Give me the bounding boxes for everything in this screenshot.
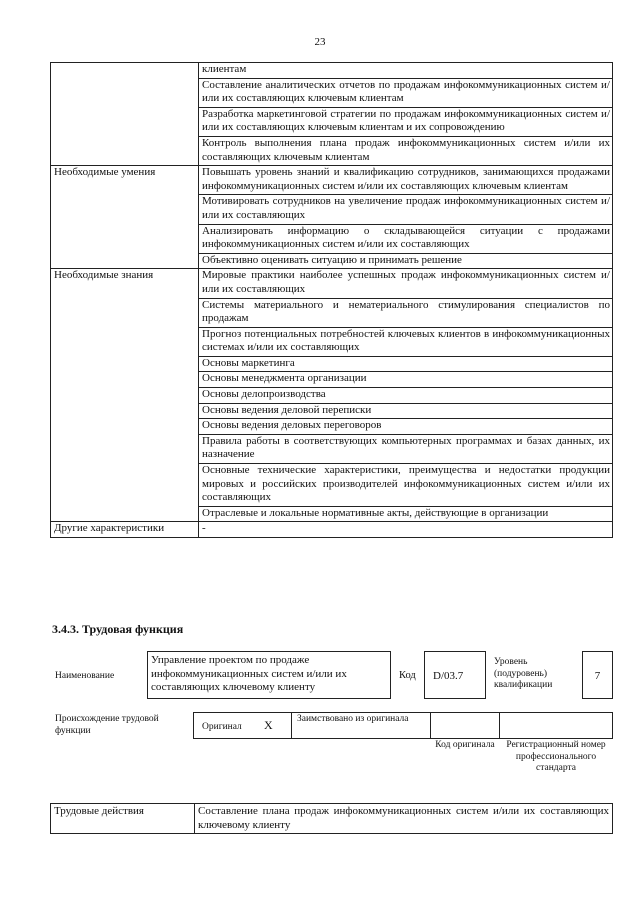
function-name: Управление проектом по продаже инфокоммуникационных систем и/или их составляющих ключевому клиенту xyxy=(151,654,347,694)
labor-actions-value: Составление плана продаж инфокоммуникационных систем и/или их составляющих ключевому клиенту xyxy=(195,804,613,834)
table-cell: Отраслевые и локальные нормативные акты, действующие в организации xyxy=(199,506,613,522)
table-cell: клиентам xyxy=(199,63,613,79)
function-name-box xyxy=(147,651,391,699)
name-label: Наименование xyxy=(55,671,115,681)
level-label: Уровень (подуровень) квалификации xyxy=(494,657,553,690)
origin-label: Происхождение трудовой функции xyxy=(55,714,159,736)
requirements-table xyxy=(50,62,613,538)
table-cell: Основы маркетинга xyxy=(199,356,613,372)
row-label-other: Другие характеристики xyxy=(51,522,199,538)
table-cell: Анализировать информацию о складывающейся ситуации с продажами инфокоммуникационных систем и/или их составляющих xyxy=(199,224,613,253)
row-label-skills: Необходимые умения xyxy=(51,166,199,269)
labor-actions-label: Трудовые действия xyxy=(51,804,195,834)
table-cell: Мировые практики наиболее успешных продаж инфокоммуникационных систем и/или их составляющих xyxy=(199,269,613,298)
code-label: Код xyxy=(399,670,416,681)
table-cell: Мотивировать сотрудников на увеличение продаж инфокоммуникационных систем и/или их составляющих xyxy=(199,195,613,224)
table-cell: Объективно оценивать ситуацию и принимать решение xyxy=(199,253,613,269)
code-original-box xyxy=(430,712,500,739)
code-original-label: Код оригинала xyxy=(435,740,495,750)
original-mark: X xyxy=(264,718,273,732)
table-row xyxy=(51,269,613,298)
reg-number-box xyxy=(499,712,613,739)
table-cell: Повышать уровень знаний и квалификацию сотрудников, занимающихся продажами инфокоммуникационных систем и/или их составляющих ключевым клиентам xyxy=(199,166,613,195)
borrowed-box xyxy=(291,712,431,739)
original-box xyxy=(193,712,292,739)
page-number: 23 xyxy=(314,36,326,48)
table-cell: Основы менеджмента организации xyxy=(199,372,613,388)
table-row xyxy=(51,63,613,79)
table-cell: Прогноз потенциальных потребностей ключевых клиентов в инфокоммуникационных системах и/или их составляющих xyxy=(199,327,613,356)
row-label-knowledge: Необходимые знания xyxy=(51,269,199,522)
table-row xyxy=(51,166,613,195)
table-cell: Основы ведения деловой переписки xyxy=(199,403,613,419)
table-cell: Основы делопроизводства xyxy=(199,388,613,404)
level-box xyxy=(582,651,613,699)
table-cell: Составление аналитических отчетов по продажам инфокоммуникационных систем и/или их составляющих ключевым клиентам xyxy=(199,78,613,107)
table-cell: Системы материального и нематериального стимулирования специалистов по продажам xyxy=(199,298,613,327)
table-cell: Правила работы в соответствующих компьютерных программах и базах данных, их назначение xyxy=(199,434,613,463)
table-cell: - xyxy=(199,522,613,538)
reg-number-label: Регистрационный номер профессионального стандарта xyxy=(506,740,606,773)
table-cell: Контроль выполнения плана продаж инфокоммуникационных систем и/или их составляющих ключевым клиентам xyxy=(199,136,613,165)
table-row xyxy=(51,522,613,538)
original-label: Оригинал xyxy=(202,722,242,732)
row-label xyxy=(51,63,199,166)
borrowed-label: Заимствовано из оригинала xyxy=(297,714,409,724)
table-cell: Основы ведения деловых переговоров xyxy=(199,419,613,435)
labor-actions-table xyxy=(50,803,613,834)
code-value: D/03.7 xyxy=(433,670,464,682)
table-row xyxy=(51,804,613,834)
code-box xyxy=(424,651,486,699)
table-cell: Разработка маркетинговой стратегии по продажам инфокоммуникационных систем и/или их составляющих ключевым клиентам и их сопровождению xyxy=(199,107,613,136)
section-title: 3.4.3. Трудовая функция xyxy=(52,622,184,636)
level-value: 7 xyxy=(594,670,601,682)
table-cell: Основные технические характеристики, преимущества и недостатки продукции мировых и российских производителей инфокоммуникационных систем и/или их составляющих xyxy=(199,464,613,507)
